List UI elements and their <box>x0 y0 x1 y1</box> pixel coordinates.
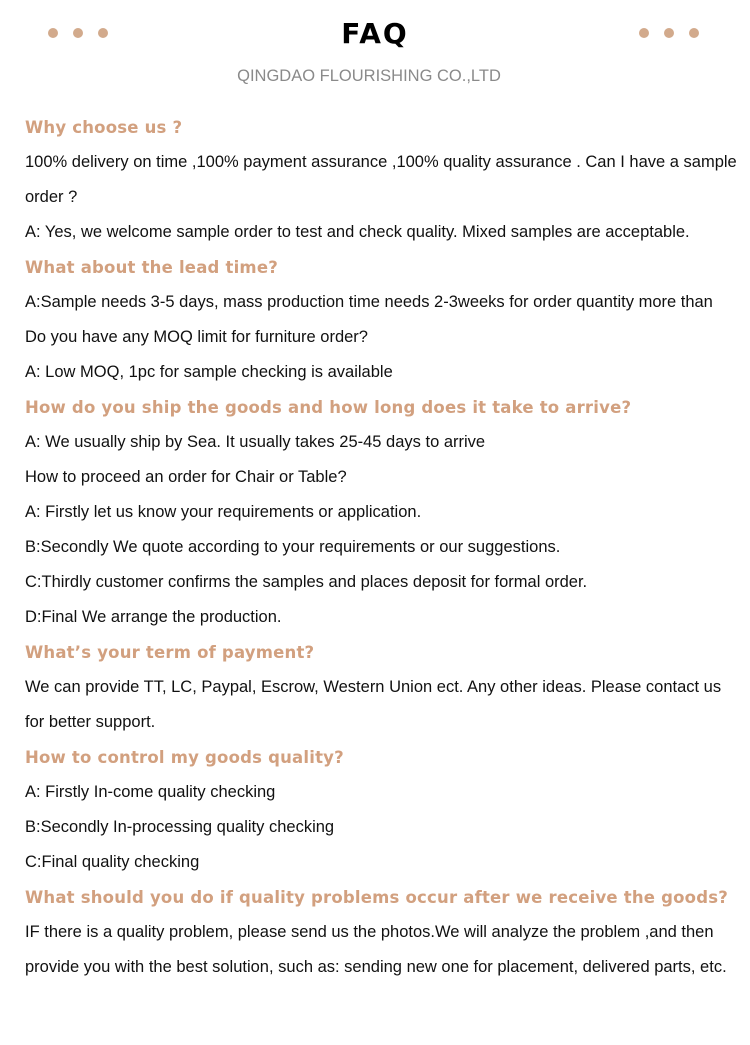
faq-answer: C:Final quality checking <box>25 853 200 871</box>
faq-question: What’s your term of payment? <box>25 643 315 662</box>
faq-answer: B:Secondly We quote according to your requirements or our suggestions. <box>25 538 561 556</box>
faq-answer: A: Yes, we welcome sample order to test and check quality. Mixed samples are acceptable. <box>25 223 690 241</box>
faq-answer: Do you have any MOQ limit for furniture order? <box>25 328 368 346</box>
faq-answer: A: We usually ship by Sea. It usually takes 25-45 days to arrive <box>25 433 486 451</box>
page-title: FAQ <box>341 17 409 50</box>
dot-icon <box>689 28 699 38</box>
faq-answer: A: Low MOQ, 1pc for sample checking is available <box>25 363 393 381</box>
faq-answer: A: Firstly In-come quality checking <box>25 783 276 801</box>
faq-answer: How to proceed an order for Chair or Table? <box>25 468 347 486</box>
faq-question: How to control my goods quality? <box>25 748 344 767</box>
faq-answer: A:Sample needs 3-5 days, mass production time needs 2-3weeks for order quantity more than <box>25 293 713 311</box>
faq-question: Why choose us ? <box>25 118 183 137</box>
faq-answer: IF there is a quality problem, please send us the photos.We will analyze the problem ,and then provide you with the best solution, such as: sending new one for placement, delivered parts, etc. <box>25 923 727 976</box>
faq-question: What should you do if quality problems occur after we receive the goods? <box>25 888 728 907</box>
faq-answer: We can provide TT, LC, Paypal, Escrow, Western Union ect. Any other ideas. Please contact us for better support. <box>25 678 722 731</box>
faq-answer: D:Final We arrange the production. <box>25 608 282 626</box>
faq-question: How do you ship the goods and how long does it take to arrive? <box>25 398 632 417</box>
faq-answer: C:Thirdly customer confirms the samples and places deposit for formal order. <box>25 573 588 591</box>
dot-icon <box>664 28 674 38</box>
faq-answer: A: Firstly let us know your requirements or application. <box>25 503 422 521</box>
faq-question: What about the lead time? <box>25 258 278 277</box>
faq-answer: B:Secondly In-processing quality checking <box>25 818 335 836</box>
decorative-dots-right <box>639 28 699 38</box>
faq-list <box>25 110 737 985</box>
faq-answer: 100% delivery on time ,100% payment assurance ,100% quality assurance . Can I have a sample order ? <box>25 153 737 206</box>
company-name: QINGDAO FLOURISHING CO.,LTD <box>237 67 501 85</box>
dot-icon <box>639 28 649 38</box>
